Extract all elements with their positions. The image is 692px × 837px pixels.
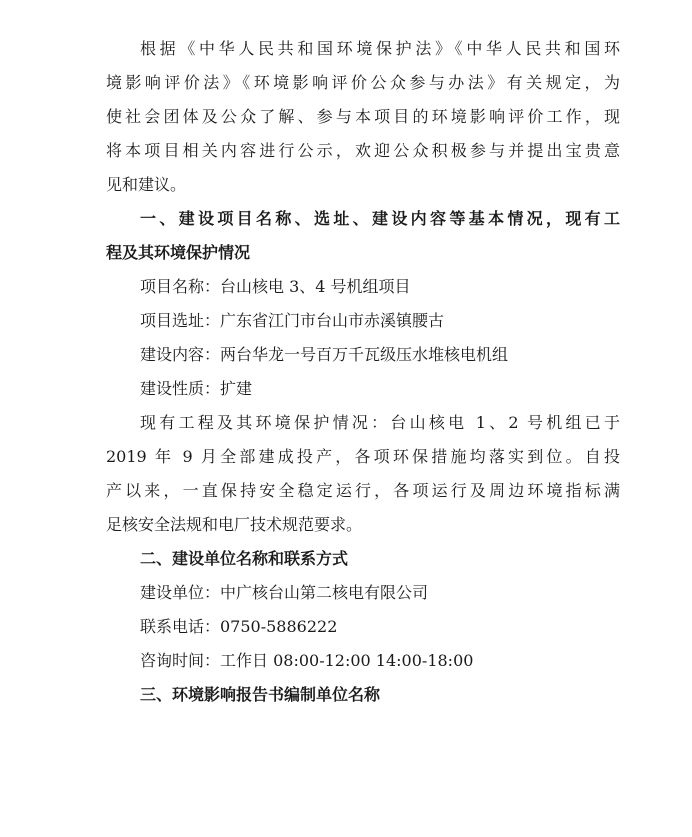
section3-heading: 三、环境影响报告书编制单位名称	[140, 685, 381, 704]
existing-project-line: 足核安全法规和电厂技术规范要求。	[106, 515, 363, 534]
project-name-item: 项目名称：台山核电 3、4 号机组项目	[140, 277, 411, 296]
section2-heading: 二、建设单位名称和联系方式	[140, 549, 349, 568]
contact-phone-item: 联系电话：0750-5886222	[140, 617, 338, 636]
notice-body	[106, 32, 620, 712]
consult-time-item: 咨询时间：工作日 08:00-12:00 14:00-18:00	[140, 651, 474, 670]
existing-project-line: 产以来，一直保持安全稳定运行，各项运行及周边环境指标满	[106, 481, 620, 500]
intro-line: 见和建议。	[106, 175, 187, 194]
section1-heading	[106, 202, 620, 270]
section1-heading-line: 一、建设项目名称、选址、建设内容等基本情况，现有工	[140, 209, 620, 228]
section1-items	[106, 270, 620, 406]
intro-paragraph	[106, 32, 620, 202]
project-site-item: 项目选址：广东省江门市台山市赤溪镇腰古	[140, 311, 445, 330]
intro-line: 根据《中华人民共和国环境保护法》《中华人民共和国环	[140, 39, 620, 58]
intro-line: 将本项目相关内容进行公示，欢迎公众积极参与并提出宝贵意	[106, 141, 620, 160]
intro-line: 使社会团体及公众了解、参与本项目的环境影响评价工作，现	[106, 107, 620, 126]
builder-unit-item: 建设单位：中广核台山第二核电有限公司	[140, 583, 429, 602]
section1-heading-line: 程及其环境保护情况	[106, 243, 251, 262]
intro-line: 境影响评价法》《环境影响评价公众参与办法》有关规定，为	[106, 73, 620, 92]
construction-nature-item: 建设性质：扩建	[140, 379, 253, 398]
existing-project-line: 2019 年 9 月全部建成投产，各项环保措施均落实到位。自投	[106, 447, 620, 466]
existing-project-line: 现有工程及其环境保护情况：台山核电 1、2 号机组已于	[140, 413, 620, 432]
construction-content-item: 建设内容：两台华龙一号百万千瓦级压水堆核电机组	[140, 345, 509, 364]
existing-project-paragraph	[106, 406, 620, 542]
section2	[106, 542, 620, 678]
section3	[106, 678, 620, 712]
